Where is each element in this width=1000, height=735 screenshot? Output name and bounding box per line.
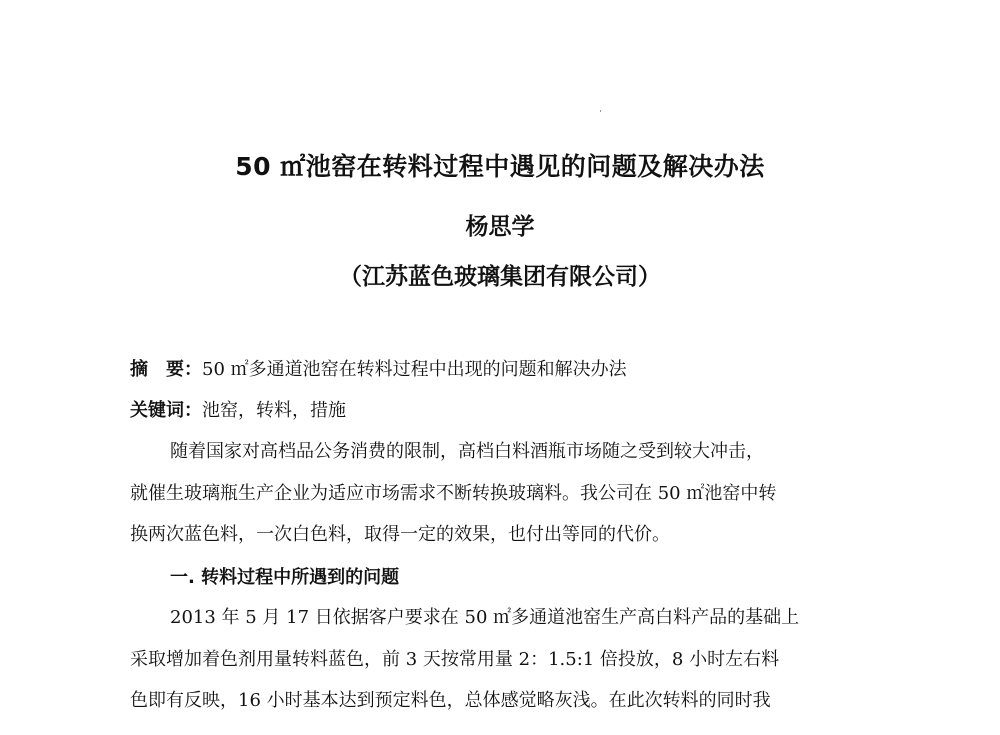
author-name: 杨思学 [465,214,535,240]
section-heading: 一. 转料过程中所遇到的问题 [170,567,400,588]
keywords-line [130,399,870,423]
abstract-line [130,358,870,382]
section-line: 色即有反映，16 小时基本达到预定料色，总体感觉略灰浅。在此次转料的同时我 [130,690,771,711]
body-line: 随着国家对高档品公务消费的限制，高档白料酒瓶市场随之受到较大冲击， [170,441,764,462]
section-line: 2013 年 5 月 17 日依据客户要求在 50 ㎡多通道池窑生产高白料产品的基础上 [170,607,800,628]
abstract-text: 50 ㎡多通道池窑在转料过程中出现的问题和解决办法 [202,359,627,380]
body-line: 换两次蓝色料，一次白色料，取得一定的效果，也付出等同的代价。 [130,524,670,545]
document-title: 50 ㎡池窑在转料过程中遇见的问题及解决办法 [235,152,765,181]
scan-speck [600,110,601,112]
body-line: 就催生玻璃瓶生产企业为适应市场需求不断转换玻璃料。我公司在 50 ㎡池窑中转 [130,483,777,504]
keywords-text: 池窑，转料，措施 [202,400,346,421]
section-line: 采取增加着色剂用量转料蓝色，前 3 天按常用量 2：1.5:1 倍投放，8 小时左右料 [130,649,780,670]
keywords-label: 关键词： [130,400,202,421]
abstract-label: 摘 要： [130,359,202,380]
author-affiliation: （江苏蓝色玻璃集团有限公司） [339,264,661,290]
